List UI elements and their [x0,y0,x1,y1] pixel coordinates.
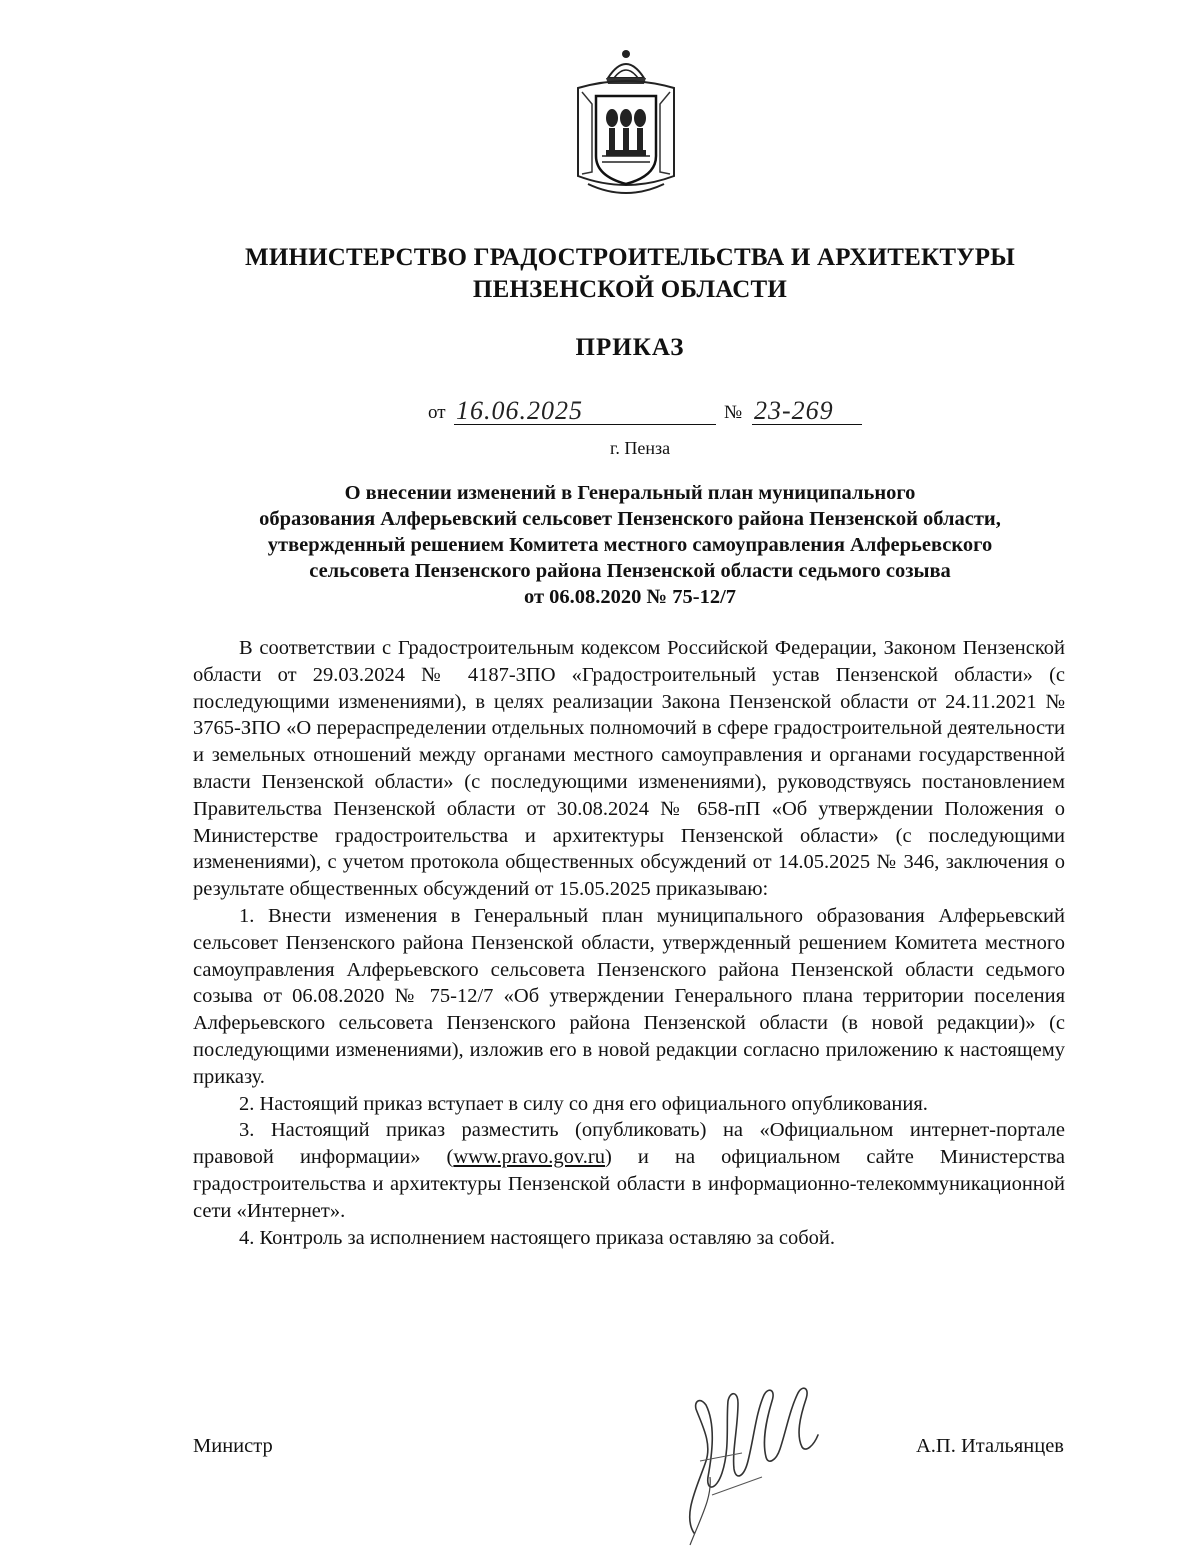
order-item-3 [193,1117,1065,1224]
subject-line: образования Алферьевский сельсовет Пензенского района Пензенской области, [259,508,1001,530]
ministry-name [150,242,1110,306]
number-label: № [724,402,743,423]
subject-line: сельсовета Пензенского района Пензенской области седьмого созыва [309,560,951,582]
number-value: 23-269 [754,396,834,425]
coat-of-arms-icon [568,44,684,202]
order-item-1: 1. Внести изменения в Генеральный план муниципального образования Алферьевский сельсовет Пензенского района Пензенской области, утвержденный решением Комитета местного самоуправления Алферьевского сельсовета Пензенского района Пензенской области седьмого созыва от 06.08.2020 № 75-12/7 «Об утверждении Генерального плана территории поселения Алферьевского сельсовета Пензенского района Пензенской области (в новой редакции)» (с последующими изменениями), изложив его в новой редакции согласно приложению к настоящему приказу. [193,904,1065,1088]
order-body [193,635,1065,1251]
ministry-line-1: МИНИСТЕРСТВО ГРАДОСТРОИТЕЛЬСТВА И АРХИТЕКТУРЫ [245,244,1015,271]
signature-icon [672,1365,832,1550]
signer-title: Министр [193,1435,273,1457]
order-subject [170,480,1090,610]
order-item-4: 4. Контроль за исполнением настоящего приказа оставляю за собой. [239,1226,835,1249]
signer-name: А.П. Итальянцев [915,1435,1064,1457]
pravo-gov-link[interactable]: www.pravo.gov.ru [453,1146,606,1169]
date-number-line [428,396,868,430]
ministry-line-2: ПЕНЗЕНСКОЙ ОБЛАСТИ [472,276,788,303]
city: г. Пенза [610,438,671,458]
item-3-text-end: ) и на официальном сайте Министерства градостроительства и архитектуры Пензенской области в информационно-телекоммуникационной сети «Интернет». [193,1146,1066,1222]
subject-line: от 06.08.2020 № 75-12/7 [523,586,737,608]
date-value: 16.06.2025 [456,396,583,425]
date-label: от [428,402,446,423]
document-type: ПРИКАЗ [575,334,685,361]
subject-line: О внесении изменений в Генеральный план муниципального [344,482,916,504]
subject-line: утвержденный решением Комитета местного самоуправления Алферьевского [267,534,993,556]
order-item-2: 2. Настоящий приказ вступает в силу со дня его официального опубликования. [239,1092,928,1115]
preamble-paragraph: В соответствии с Градостроительным кодексом Российской Федерации, Законом Пензенской области от 29.03.2024 № 4187-ЗПО «Градостроительный устав Пензенской области» (с последующими изменениями), в целях реализации Закона Пензенской области от 24.11.2021 № 3765-ЗПО «О перераспределении отдельных полномочий в сфере градостроительной деятельности и земельных отношений между органами местного самоуправления и органами государственной власти Пензенской области» (с последующими изменениями), руководствуясь постановлением Правительства Пензенской области от 30.08.2024 № 658-пП «Об утверждении Положения о Министерстве градостроительства и архитектуры Пензенской области» (с последующими изменениями), с учетом протокола общественных обсуждений от 14.05.2025 № 346, заключения о результате общественных обсуждений от 15.05.2025 приказываю: [193,637,1065,901]
item-3-text-start: 3. Настоящий приказ разместить (опубликовать) на «Официальном интернет-портале правовой информации» ( [193,1119,1065,1169]
